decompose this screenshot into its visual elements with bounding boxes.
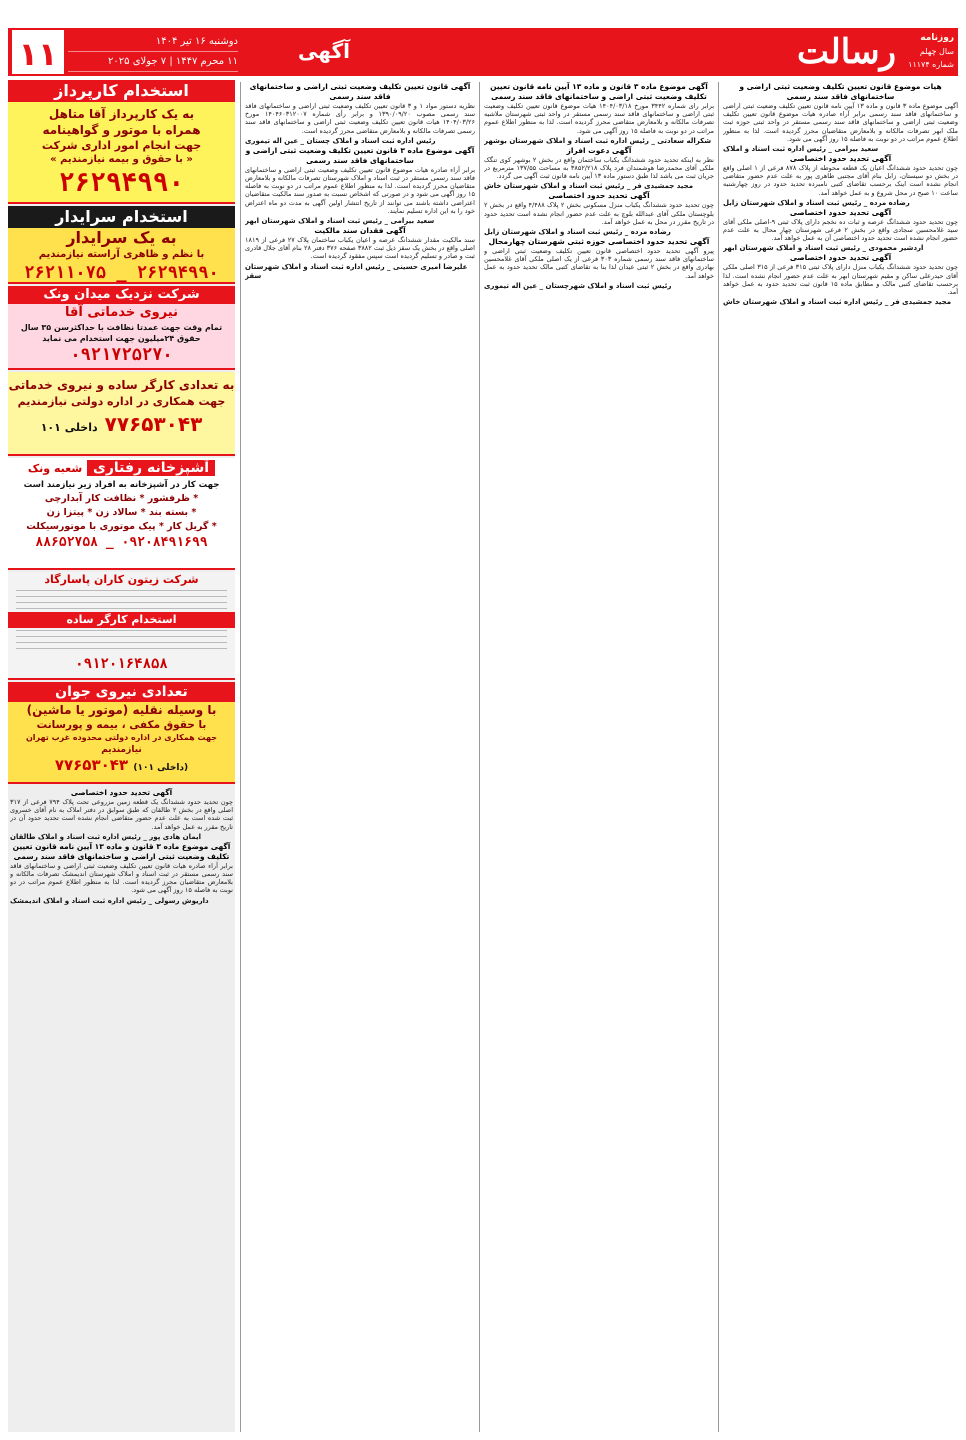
notice-signature: رئیس اداره ثبت اسناد و املاک چستان _ عین اله تیموری [245,136,436,145]
ad-title: تعدادی نیروی جوان [8,682,235,702]
notice-heading: هیات موضوع قانون تعیین تکلیف وضعیت ثبتی اراضی و ساختمانهای فاقد سند رسمی [739,82,942,101]
notice-body: چون تحدید حدود ششدانگ یکباب منزل دارای پلاک ثبتی ۳۱۵ فرعی از ۳۱۵ اصلی ملکی آقای حیدرعلی ساکن و مقیم شهرستان ابهر به علت عدم حضور انجام نشده است. لذا برحسب تقاضای کتبی مالک و مطابق ماده ۱۵ قانون ثبت تحدید حدود به عمل خواهد آمد. [723,263,958,297]
notice-signature: اردشیر محمودی _ رئیس ثبت اسناد و املاک شهرستان ابهر [723,244,924,253]
notice-body: نظریه دستور مواد ۱ و ۳ قانون تعیین تکلیف وضعیت ثبتی اراضی و ساختمانهای فاقد سند رسمی مصوب ۱۳۹۰/۰۹/۲۰ و برابر رأی شماره ۱۴۰۴۶۰۳۱۲۰۰۷ مورخ ۱۴۰۴/۰۳/۲۶ هیات قانون تعیین تکلیف وضعیت ثبتی اراضی و ساختمانهای فاقد سند رسمی تصرفات مالکانه و بلامعارض متقاضی محرز گردیده است. [245,102,475,135]
ad-title: استخدام کارپرداز [8,80,235,102]
page-number: ۱۱ [12,30,64,74]
classified-ads-column [8,80,235,1432]
notice-signature: سعید بیرامی _ رئیس اداره ثبت اسناد و املاک [723,145,879,154]
column-divider [240,82,241,1432]
ad-caretaker [8,206,235,284]
ad-kitchen [8,458,235,570]
ad-line: « با حقوق و بیمه نیازمندیم » [50,154,193,165]
notice-heading: آگهی تحدید حدود اختصاصی [70,788,173,797]
notice-column-4 [10,788,233,1428]
ad-title: استخدام سرایدار [8,206,235,228]
notice-body: آگهی موضوع ماده ۳ قانون و ماده ۱۳ آیین نامه قانون تعیین تکلیف وضعیت ثبتی اراضی و ساختمانهای فاقد سند رسمی برابر آراء صادره هیات موضوع قانون تعیین تکلیف وضعیت ثبتی اراضی و ساختمانهای فاقد سند رسمی مستقر در واحد ثبتی حوزه ثبت ملک ابهر تصرفات مالکانه و بلامعارض متقاضیان محرز گردیده است. لذا به منظور اطلاع عموم مراتب در دو نوبت به فاصله ۱۵ روز آگهی می شود. [723,102,958,143]
notice-heading: آگهی تحدید حدود اختصاصی حوزه ثبتی شهرستان چهارمحال [488,237,710,247]
ad-line: جهت همکاری در اداره دولتی محدوده غرب تهران [25,733,218,742]
issue-line-3: شماره ۱۱۱۷۴ [908,60,954,69]
ad-extension: (داخلی ۱۰۱) [133,763,189,773]
ad-phone: ۰۹۲۱۷۲۵۲۷۰ [70,345,173,365]
notice-body: چون تحدید حدود ششدانگ یک قطعه زمین مزروعی تحت پلاک ۷۹۴ فرعی از ۳۱۷ اصلی واقع در بخش ۲ طالقان که طبق سوابق در دفتر املاک به نام آقای خسروی ثبت شده است به علت عدم حضور متقاضی انجام نشده است تحدید حدود آن در تاریخ مقرر به عمل خواهد آمد. [10,798,233,831]
ad-line: جهت انجام امور اداری شرکت [41,139,202,152]
ad-line: * گریل کار * پیک موتوری با موتورسیکلت [26,521,217,532]
ad-line: نیروی خدماتی آقا [64,305,178,320]
ad-title: شرکت زیتون کاران پاسارگاد [44,573,199,586]
notice-signature: رضاده مرده _ رئیس ثبت اسناد و املاک شهرستان زابل [484,228,671,237]
notice-body: چون تحدید حدود ششدانگ اعیان یک قطعه محوطه از پلاک ۸۷۸ فرعی از ۱ اصلی واقع در بخش دو سیستان، زابل بنام آقای مجتبی طاهری پور به علت عدم حضور متقاضی انجام نشده است اینک برحسب تقاضای کتبی نامبرده تحدید حدود در روز چهارشنبه ساعت ۱۰ صبح در محل شروع و به عمل خواهد آمد. [723,164,958,197]
notice-signature: ایمان هادی پور _ رئیس اداره ثبت اسناد و املاک طالقان [10,832,202,841]
column-divider [718,82,719,1432]
ad-phone: ۷۷۶۵۳۰۴۳ [54,756,129,774]
ad-title: آشپزخانه رفتاری [87,460,215,476]
date-line-1: دوشنبه ۱۶ تیر ۱۴۰۴ [68,32,238,52]
notice-heading: آگهی تحدید حدود اختصاصی [789,253,892,263]
notice-column-2 [484,82,714,1432]
ad-phone: ۰۹۲۰۸۴۹۱۶۹۹ _ ۸۸۶۵۲۷۵۸ [35,535,208,550]
notice-column-3 [245,82,475,1432]
ad-line: جهت همکاری در اداره دولتی نیازمندیم [17,395,226,408]
notice-body: برابر آراء صادره هیات قانون تعیین تکلیف وضعیت ثبتی اراضی و ساختمانهای فاقد سند رسمی مستقر در ثبت اسناد و املاک شهرستان اندیمشک تصرفات مالکانه و بلامعارض متقاضیان محرز گردیده است. لذا به منظور اطلاع عموم مراتب در دو نوبت به فاصله ۱۵ روز آگهی می شود. [10,861,233,895]
ad-young-staff [8,682,235,784]
ad-line: تمام وقت جهت عمدتا نظافت با حداکثرسن ۳۵ سال [20,323,223,332]
notice-signature: علیرضا امیری حسینی _ رئیس اداره ثبت اسناد و املاک شهرستان سقز [245,262,468,280]
ad-workers [8,372,235,456]
ad-line: به یک کارپرداز آقا متاهل [48,107,195,121]
ad-line: با وسیله نقلیه (موتور یا ماشین) [26,703,217,717]
ad-purchaser [8,80,235,204]
notice-heading: آگهی موضوع ماده ۳ قانون و ماده ۱۳ آیین نامه قانون تعیین تکلیف وضعیت ثبتی اراضی و ساختمانهای فاقد سند رسمی [490,82,708,101]
ad-line: * ظرفشور * نظافت کار آبدارچی [44,493,199,504]
notice-signature: مجید جمشیدی فر _ رئیس اداره ثبت اسناد و املاک شهرستان خاش [723,298,952,307]
ad-line: نیازمندیم [101,745,142,755]
column-divider [479,82,480,1432]
ad-zeitoun [8,572,235,680]
masthead [8,28,958,76]
notice-heading: آگهی تحدید حدود اختصاصی [789,154,892,164]
ad-line: حقوق ۲۴میلیون جهت استخدام می نماید [42,334,201,343]
section-title: آگهی [298,39,350,63]
ad-phone: ۲۶۲۹۴۹۹۰ _ ۲۶۲۱۱۰۷۵ [24,263,219,283]
ad-line: به یک سرایدار [66,228,177,247]
newspaper-logo: رسالت [796,32,896,72]
ad-subtitle: استخدام کارگر ساده [8,612,235,628]
issue-line-2: سال چهلم [919,47,954,56]
ad-line: * بسته بند * سالاد زن * پیتزا زن [46,507,197,518]
date-line-2: ۱۱ محرم ۱۴۴۷ | ۷ جولای ۲۰۲۵ [68,52,238,72]
date-block [68,32,238,72]
notice-heading: آگهی تحدید حدود اختصاصی [548,191,650,201]
ad-line: جهت کار در آشپزخانه به افراد زیر نیازمند است [23,480,220,490]
ad-line: همراه با موتور و گواهینامه [42,123,201,137]
ad-phone: ۰۹۱۲۰۱۶۴۸۵۸ [75,656,168,672]
ad-phone: ۷۷۶۵۳۰۴۳ [104,412,203,436]
notice-signature: شکراله سعادتی _ رئیس اداره ثبت اسناد و املاک شهرستان بوشهر [484,136,712,145]
issue-line-1: روزنامه [920,33,954,43]
ad-body-text [16,590,227,610]
notice-signature: رضاده مرده _ رئیس ثبت اسناد و املاک شهرستان زابل [723,198,910,207]
notice-body: نظر به اینکه تحدید حدود ششدانگ یکباب ساختمان واقع در بخش ۲ بوشهر کوی تنگک ملکی آقای محمدرضا هوشمندان فرد پلاک ۳۸۵۲/۲۱۸ به مساحت ۱۳۷/۵۵ مترمربع در جریان ثبت می باشد لذا طبق دستور ماده ۱۳ آیین نامه قانون ثبت آگهی می گردد. [484,155,714,181]
notice-heading: آگهی دعوت افراز [566,145,632,155]
notice-signature: سعید بیرامی _ رئیس ثبت اسناد و املاک شهرستان ابهر [245,217,435,226]
notice-heading: آگهی قانون تعیین تکلیف وضعیت ثبتی اراضی و ساختمانهای فاقد سند رسمی [249,82,471,101]
ad-phone: ۲۶۲۹۴۹۹۰ [58,168,185,198]
notice-column-1 [723,82,958,1432]
notice-body: چون تحدید حدود ششدانگ عرصه و ثبات ده نخجم دارای پلاک ثبتی ۹-اصلی ملکی آقای سید غلامحسین سجادی واقع در بخش ۲ فرعی شهرستان چهار محال به علت عدم حضور انجام نشده است تحدید حدود اختصاصی آن به عمل خواهد آمد. [723,217,958,243]
notice-heading: آگهی تحدید حدود اختصاصی [789,207,892,217]
ad-line: به تعدادی کارگر ساده و نیروی خدماتی [8,378,235,392]
notice-heading: آگهی فقدان سند مالکیت [314,226,406,236]
notice-body: چون تحدید حدود ششدانگ یکباب منزل مسکونی بخش ۲ پلاک ۴/۴۸۸ واقع در بخش ۲ بلوچستان ملکی آقای عبدالله بلوچ به علت عدم حضور انجام نشده است تحدید حدود در تاریخ مقرر در محل به عمل خواهد آمد. [484,201,714,226]
notice-signature: داریوش رسولی _ رئیس اداره ثبت اسناد و املاک اندیمشک [10,896,209,905]
ad-line: با نظم و ظاهری آراسته نیازمندیم [38,249,205,260]
issue-info [902,32,954,71]
notice-body: برابر رای شماره ۳۴۴۲ مورخ ۱۴۰۴/۰۳/۱۸ هیات موضوع قانون تعیین تکلیف وضعیت ثبتی اراضی و ساختمانهای فاقد سند رسمی مستقر در واحد ثبتی شهرستان ملاشیه تصرفات مالکانه و بلامعارض متقاضی محرز گردیده است. لذا به منظور اطلاع عموم مراتب در دو نوبت به فاصله ۱۵ روز آگهی می شود. [484,102,714,135]
ad-extension: داخلی ۱۰۱ [40,421,98,434]
notice-heading: آگهی موضوع ماده ۳ قانون تعیین تکلیف وضعیت ثبتی اراضی و ساختمانهای فاقد سند رسمی [245,145,475,165]
notice-body: برابر آراء صادره هیات موضوع قانون تعیین تکلیف وضعیت ثبتی اراضی و ساختمانهای فاقد سند رسمی مستقر در ثبت اسناد و املاک شهرستان تصرفات مالکانه و بلامعارض متقاضیان محرز گردیده است. لذا به منظور اطلاع عموم مراتب در دو نوبت به فاصله ۱۵ روز آگهی می شود و در صورتی که اشخاص نسبت به صدور سند مالکیت متقاضیان اعتراضی داشته باشند می توانند از تاریخ انتشار اولین آگهی به مدت دو ماه اعتراض خود را به این اداره تسلیم نمایند. [245,165,475,215]
notice-body: سند مالکیت مقدار ششدانگ عرصه و اعیان یکباب ساختمان پلاک ۲۷ فرعی از ۱۸۱۹ اصلی واقع در بخش یک سقز ذیل ثبت ۳۸۸۲ صفحه ۳۷۶ دفتر ۲۸ بنام آقای جلال قادری ثبت و صادر و تسلیم گردیده است سپس مفقود گردیده است. [245,236,475,261]
notice-signature: رئیس ثبت اسناد و املاک شهرچستان _ عین اله تیموری [484,281,672,290]
ad-body-text [16,630,227,652]
ad-branch: شعبه ونک [27,462,83,475]
ad-line: با حقوق مکفی ، بیمه و پورسانت [36,719,207,731]
notice-body: پیرو آگهی تحدید حدود اختصاصی قانون تعیین تکلیف وضعیت ثبتی اراضی و ساختمانهای فاقد سند رسمی شماره ۳۰۳ فرعی از یک اصلی ملکی آقای غلامحسین بهادری واقع در بخش ۲ ثبتی عیدان لذا بنا به تقاضای کتبی مالک تحدید حدود به عمل خواهد آمد. [484,247,714,280]
ad-vanak-company [8,286,235,370]
ad-title: شرکت نزدیک میدان ونک [8,286,235,304]
notice-heading: آگهی موضوع ماده ۳ قانون و ماده ۱۳ آیین نامه قانون تعیین تکلیف وضعیت ثبتی اراضی و ساختمانهای فاقد سند رسمی [12,841,231,861]
notice-signature: مجید جمشیدی فر _ رئیس ثبت اسناد و املاک شهرستان خاش [484,182,694,191]
